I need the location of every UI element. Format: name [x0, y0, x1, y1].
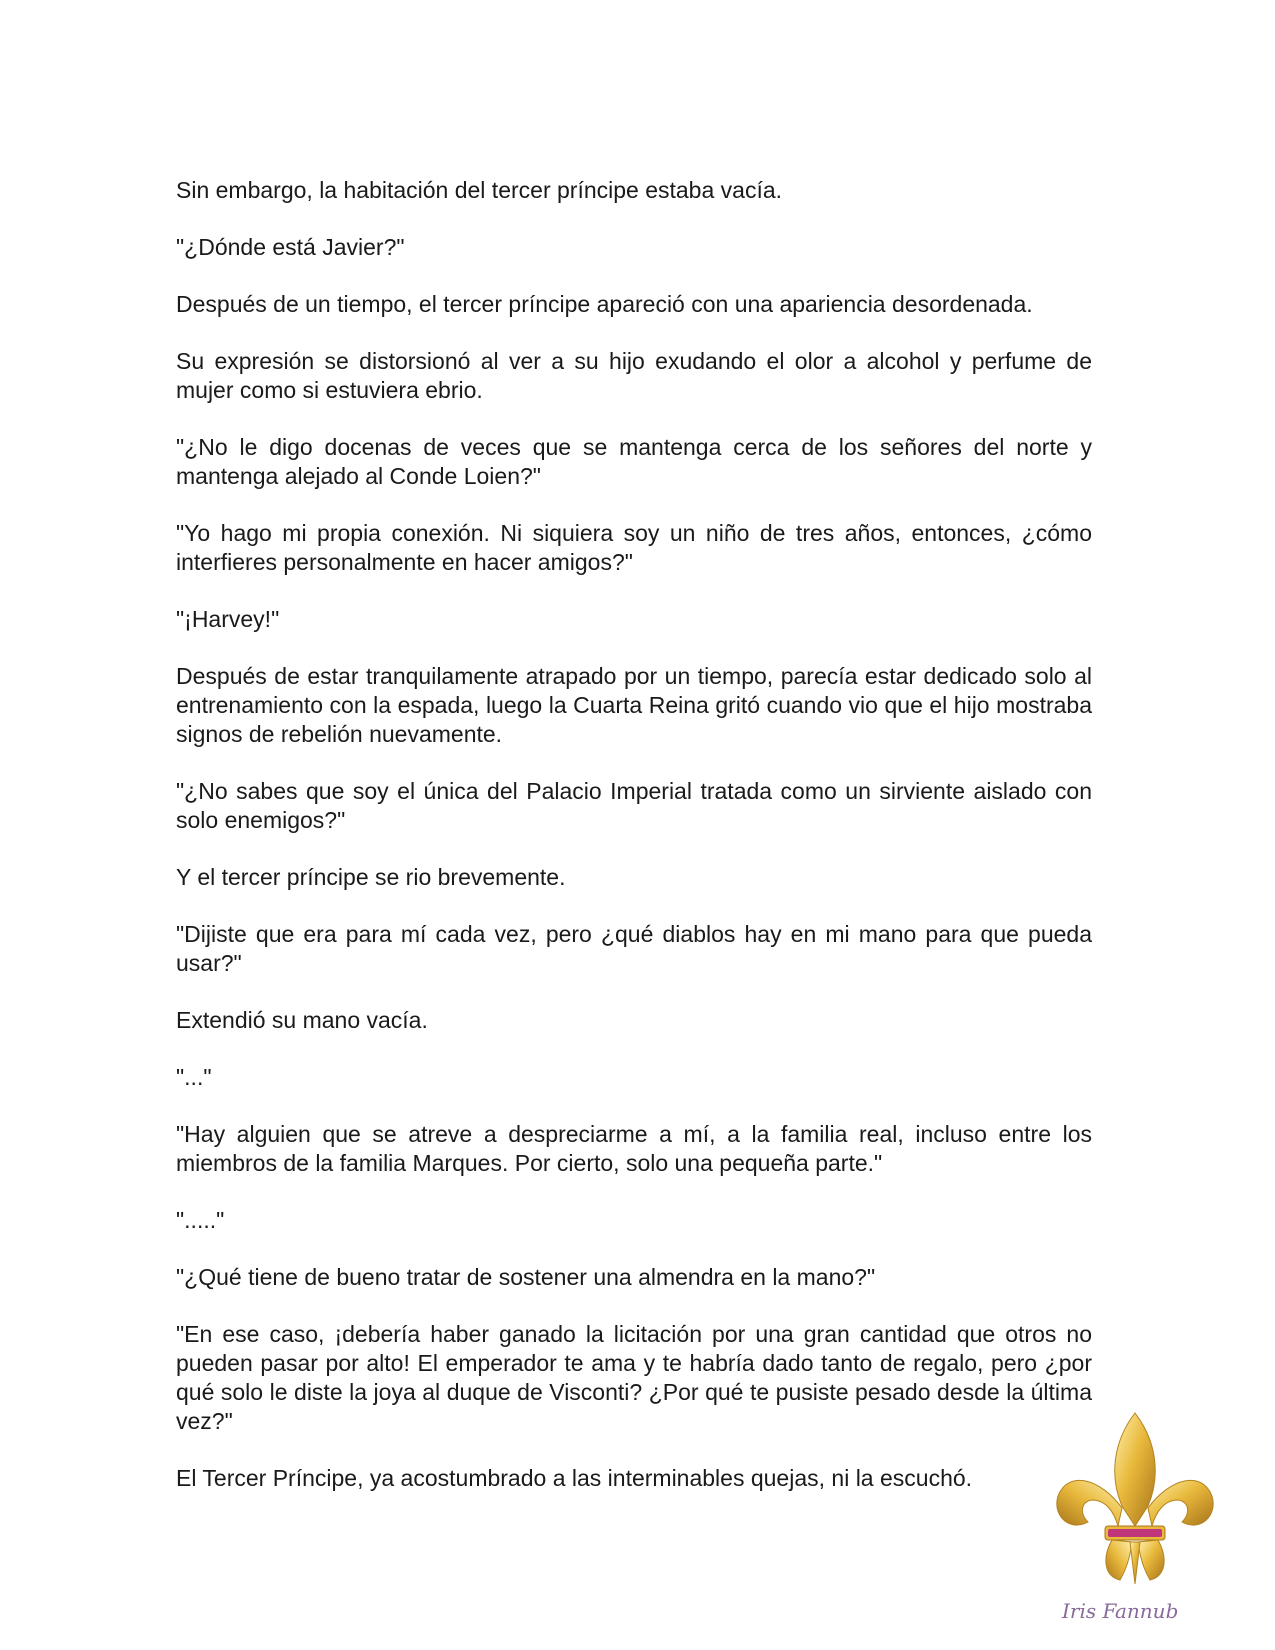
- signature-logo: [1060, 1592, 1190, 1628]
- paragraph: "¿No sabes que soy el única del Palacio Imperial tratada como un sirviente aislado con solo enemigos?": [176, 778, 1092, 833]
- fleur-de-lis-icon: [1050, 1408, 1220, 1608]
- paragraph: El Tercer Príncipe, ya acostumbrado a las interminables quejas, ni la escuchó.: [176, 1465, 973, 1491]
- paragraph: "¿Dónde está Javier?": [176, 234, 405, 260]
- paragraph: Extendió su mano vacía.: [176, 1007, 428, 1033]
- paragraph: "En ese caso, ¡debería haber ganado la licitación por una gran cantidad que otros no pueden pasar por alto! El emperador te ama y te habría dado tanto de regalo, pero ¿por qué solo le diste la joya al duque de Visconti? ¿Por qué te pusiste pesado desde la última vez?": [176, 1321, 1092, 1434]
- paragraph: "Dijiste que era para mí cada vez, pero ¿qué diablos hay en mi mano para que pueda usar?": [176, 921, 1092, 976]
- paragraph: "¿No le digo docenas de veces que se mantenga cerca de los señores del norte y mantenga alejado al Conde Loien?": [176, 434, 1092, 489]
- paragraph: Su expresión se distorsionó al ver a su hijo exudando el olor a alcohol y perfume de mujer como si estuviera ebrio.: [176, 348, 1092, 403]
- paragraph: "Yo hago mi propia conexión. Ni siquiera soy un niño de tres años, entonces, ¿cómo interfieres personalmente en hacer amigos?": [176, 520, 1092, 575]
- signature-text: Iris Fannub: [1062, 1599, 1179, 1623]
- paragraph: ".....": [176, 1207, 225, 1233]
- paragraph: Sin embargo, la habitación del tercer príncipe estaba vacía.: [176, 177, 783, 203]
- body-text: [176, 176, 1092, 1493]
- paragraph: Después de estar tranquilamente atrapado por un tiempo, parecía estar dedicado solo al entrenamiento con la espada, luego la Cuarta Reina gritó cuando vio que el hijo mostraba signos de rebelión nuevamente.: [176, 663, 1092, 747]
- paragraph: "Hay alguien que se atreve a despreciarme a mí, a la familia real, incluso entre los miembros de la familia Marques. Por cierto, solo una pequeña parte.": [176, 1121, 1092, 1176]
- paragraph: "¡Harvey!": [176, 606, 280, 632]
- paragraph: "...": [176, 1064, 212, 1090]
- paragraph: "¿Qué tiene de bueno tratar de sostener una almendra en la mano?": [176, 1264, 876, 1290]
- paragraph: Y el tercer príncipe se rio brevemente.: [176, 864, 566, 890]
- paragraph: Después de un tiempo, el tercer príncipe apareció con una apariencia desordenada.: [176, 291, 1033, 317]
